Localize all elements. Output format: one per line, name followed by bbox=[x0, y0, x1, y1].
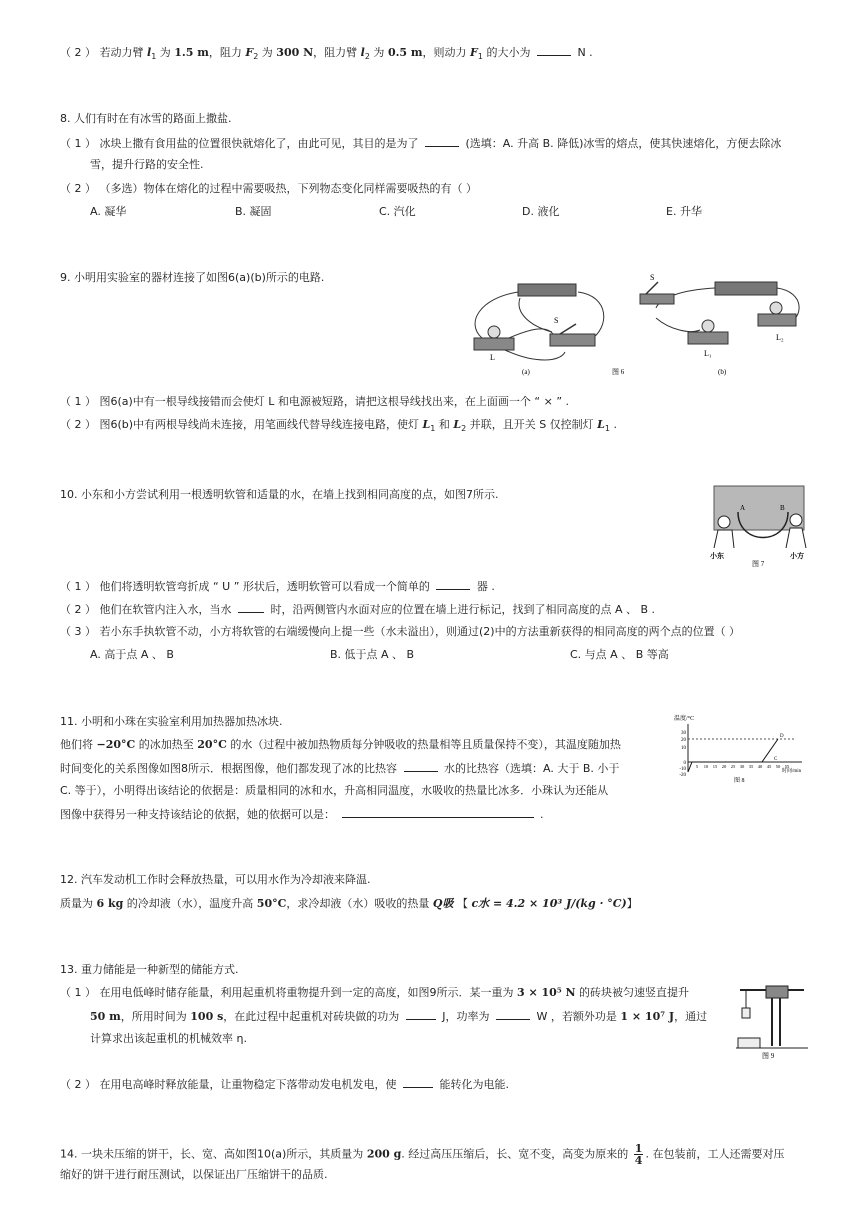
x-ticks bbox=[696, 764, 790, 769]
q10-stem: 10. 小东和小方尝试利用一根透明软管和适量的水，在墙上找到相同高度的点，如图7所示. bbox=[60, 488, 499, 501]
lamp-l1-base bbox=[688, 332, 728, 344]
answer-blank[interactable] bbox=[537, 44, 571, 56]
answer-blank[interactable] bbox=[436, 578, 470, 590]
switch-s-lever bbox=[560, 324, 576, 334]
q8-option-e: E. 升华 bbox=[666, 205, 702, 218]
q11-line3: C. 等于），小明得出该结论的依据是：质量相同的冰和水，升高相同温度，水吸收的热量比冰多．小珠认为还能从 bbox=[60, 784, 609, 797]
q8-part2: （ 2 ） （多选）物体在熔化的过程中需要吸热，下列物态变化同样需要吸热的有（ ） bbox=[60, 182, 477, 195]
brick-load bbox=[742, 1008, 750, 1018]
figure-8-temperature-graph bbox=[670, 712, 810, 784]
q14-line1: 14. 一块未压缩的饼干，长、宽、高如图10(a)所示，其质量为 200 g. 经过高压压缩后，长、宽不变，高变为原来的 $\frac{1}{4}$ . 在包装前，工人还需要对压 bbox=[60, 1142, 785, 1167]
figure-8-caption: 图 8 bbox=[734, 778, 745, 784]
q10-part2: （ 2 ） 他们在软管内注入水，当水 时，沿两侧管内水面对应的位置在墙上进行标记，找到了相同高度的点 A 、 B . bbox=[60, 603, 656, 616]
figure-7-caption: 图 7 bbox=[752, 560, 765, 568]
label-s-b: S bbox=[650, 273, 655, 282]
answer-blank[interactable] bbox=[496, 1008, 530, 1020]
switch-s-b-lever bbox=[646, 282, 658, 294]
point-d: D bbox=[780, 734, 784, 739]
q13-part1: （ 1 ） 在用电低峰时储存能量，利用起重机将重物提升到一定的高度，如图9所示．某一重为 3 × 10⁵ N 的砖块被匀速竖直提升 bbox=[60, 986, 690, 999]
svg-text:35: 35 bbox=[748, 764, 754, 769]
q13-part1-end: 计算求出该起重机的机械效率 η. bbox=[90, 1032, 247, 1045]
switch-s-base bbox=[550, 334, 595, 346]
q8-option-d: D. 液化 bbox=[522, 205, 560, 218]
svg-text:5: 5 bbox=[695, 764, 699, 769]
figure-6-caption: 图 6 bbox=[612, 368, 625, 376]
q14-line2: 缩好的饼干进行耐压测试，以保证出厂压缩饼干的品质. bbox=[60, 1168, 328, 1181]
svg-text:20: 20 bbox=[721, 764, 727, 769]
lamp-l1 bbox=[702, 320, 714, 332]
q10-part1: （ 1 ） 他们将透明软管弯折成 “ U ” 形状后，透明软管可以看成一个简单的 器 . bbox=[60, 580, 495, 593]
q11-line1: 他们将 −20°C 的冰加热至 20°C 的水（过程中被加热物质每分钟吸收的热量相等且质量保持不变），其温度随加热 bbox=[60, 738, 621, 751]
figure-7-hose bbox=[706, 484, 808, 568]
person-xiaodong bbox=[718, 516, 730, 528]
svg-text:0: 0 bbox=[683, 761, 686, 766]
q13-stem: 13. 重力储能是一种新型的储能方式. bbox=[60, 963, 239, 976]
label-b: (b) bbox=[718, 368, 727, 376]
answer-blank[interactable] bbox=[238, 601, 264, 613]
q9-stem: 9. 小明用实验室的器材连接了如图6(a)(b)所示的电路. bbox=[60, 271, 325, 284]
y-axis-label: 温度/°C bbox=[674, 716, 695, 722]
point-c: C bbox=[774, 757, 778, 762]
q8-option-b: B. 凝固 bbox=[235, 205, 272, 218]
svg-text:30: 30 bbox=[739, 764, 745, 769]
q13-part1-cont: 50 m，所用时间为 100 s，在此过程中起重机对砖块做的功为 J，功率为 W ，若额外功是 1 × 10⁷ J，通过 bbox=[90, 1010, 708, 1023]
q8-part1: （ 1 ） 冰块上撒有食用盐的位置很快就熔化了，由此可见，其目的是为了 (选填：A. 升高 B. 降低)冰雪的熔点，使其快速熔化，方便去除冰 bbox=[60, 137, 782, 150]
svg-text:25: 25 bbox=[730, 764, 736, 769]
point-a: A bbox=[740, 504, 746, 512]
crane-trolley bbox=[766, 986, 788, 998]
svg-text:30: 30 bbox=[681, 731, 686, 736]
label-l: L bbox=[490, 353, 495, 362]
label-a: (a) bbox=[522, 368, 530, 376]
q11-stem: 11. 小明和小珠在实验室利用加热器加热冰块. bbox=[60, 715, 283, 728]
q11-line4: 图像中获得另一种支持该结论的依据，她的依据可以是： . bbox=[60, 808, 544, 821]
q8-stem: 8. 人们有时在有冰雪的路面上撒盐. bbox=[60, 112, 232, 125]
q10-part3: （ 3 ） 若小东手执软管不动，小方将软管的右端缓慢向上提一些（水未溢出），则通过(2)中的方法重新获得的相同高度的两个点的位置（ ） bbox=[60, 625, 741, 638]
q12-stem: 12. 汽车发动机工作时会释放热量，可以用水作为冷却液来降温. bbox=[60, 873, 371, 886]
answer-blank[interactable] bbox=[342, 806, 534, 818]
q11-line2: 时间变化的关系图像如图8所示．根据图像，他们都发现了冰的比热容 水的比热容（选填：A. 大于 B. 小于 bbox=[60, 762, 620, 775]
lamp-l-base bbox=[474, 338, 514, 350]
svg-text:-10: -10 bbox=[679, 767, 686, 772]
q10-option-c: C. 与点 A 、 B 等高 bbox=[570, 648, 669, 661]
lamp-l2 bbox=[770, 302, 782, 314]
svg-text:10: 10 bbox=[703, 764, 709, 769]
fraction-one-quarter: $\frac{1}{4}$ bbox=[634, 1142, 643, 1167]
label-l1: L₁ bbox=[704, 349, 712, 358]
q7-part2: （ 2 ） 若动力臂 $l_1$ 为 1.5 m，阻力 $F_2$ 为 300 N，阻力臂 $l_2$ 为 0.5 m，则动力 $F_1$ 的大小为 N . bbox=[60, 46, 593, 62]
svg-text:45: 45 bbox=[766, 764, 772, 769]
label-xiaodong: 小东 bbox=[710, 552, 724, 560]
svg-text:55: 55 bbox=[784, 764, 790, 769]
point-b: B bbox=[780, 504, 785, 512]
figure-9-caption: 图 9 bbox=[762, 1052, 775, 1060]
svg-text:20: 20 bbox=[681, 738, 686, 743]
answer-blank[interactable] bbox=[404, 760, 438, 772]
svg-text:10: 10 bbox=[681, 746, 686, 751]
svg-text:-20: -20 bbox=[679, 773, 686, 778]
answer-blank[interactable] bbox=[406, 1008, 436, 1020]
svg-text:50: 50 bbox=[775, 764, 781, 769]
figure-9-crane bbox=[736, 982, 808, 1060]
q10-option-a: A. 高于点 A 、 B bbox=[90, 648, 174, 661]
y-ticks bbox=[679, 731, 686, 778]
lamp-l bbox=[488, 326, 500, 338]
q9-part1: （ 1 ） 图6(a)中有一根导线接错而会使灯 L 和电源被短路，请把这根导线找出来，在上面画一个 “ × ” . bbox=[60, 395, 570, 408]
figure-6-circuits bbox=[460, 268, 805, 380]
brick-pile bbox=[738, 1038, 760, 1048]
q9-part2: （ 2 ） 图6(b)中有两根导线尚未连接，用笔画线代替导线连接电路，使灯 $L_1$ 和 $L_2$ 并联，且开关 S 仅控制灯 $L_1$ . bbox=[60, 418, 617, 434]
person-xiaofang bbox=[790, 514, 802, 526]
label-xiaofang: 小方 bbox=[790, 552, 804, 560]
q10-option-b: B. 低于点 A 、 B bbox=[330, 648, 415, 661]
q13-part2: （ 2 ） 在用电高峰时释放能量，让重物稳定下落带动发电机发电，使 能转化为电能. bbox=[60, 1078, 509, 1091]
switch-s-b-base bbox=[640, 294, 674, 304]
q8-option-c: C. 汽化 bbox=[379, 205, 416, 218]
answer-blank[interactable] bbox=[403, 1076, 433, 1088]
answer-blank[interactable] bbox=[425, 135, 459, 147]
label-s-a: S bbox=[554, 316, 559, 325]
lamp-l2-base bbox=[758, 314, 796, 326]
label-l2: L₂ bbox=[776, 333, 784, 342]
svg-text:40: 40 bbox=[757, 764, 763, 769]
q12-line1: 质量为 6 kg 的冷却液（水），温度升高 50°C，求冷却液（水）吸收的热量 Q吸 【 c水 = 4.2 × 10³ J/(kg · °C)】 bbox=[60, 897, 638, 910]
x-axis-label: 时间/min bbox=[782, 769, 802, 774]
q8-option-a: A. 凝华 bbox=[90, 205, 127, 218]
svg-text:15: 15 bbox=[712, 764, 718, 769]
q8-part1-cont: 雪，提升行路的安全性. bbox=[90, 158, 204, 171]
